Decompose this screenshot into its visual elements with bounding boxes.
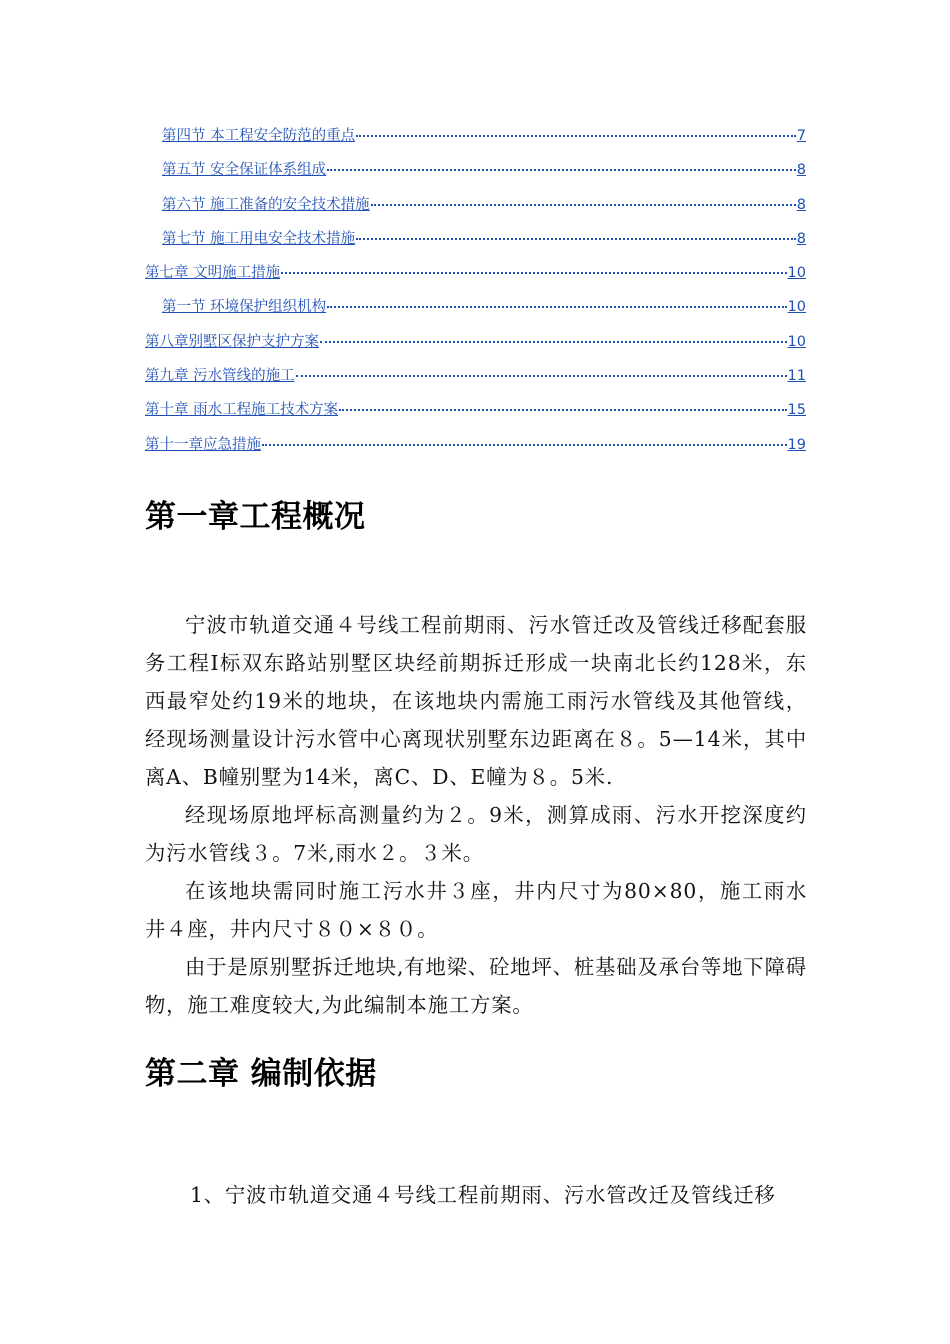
chapter-body	[145, 606, 807, 1024]
toc-entry-page: 7	[796, 128, 806, 144]
body-paragraph: 宁波市轨道交通４号线工程前期雨、污水管迁改及管线迁移配套服务工程I标双东路站别墅区块经前期拆迁形成一块南北长约128米，东西最窄处约19米的地块，在该地块内需施工雨污水管线及其他管线，经现场测量设计污水管中心离现状别墅东边距离在８。5—14米，其中离A、B幢别墅为14米，离C、D、E幢为８。5米.	[145, 613, 807, 789]
toc-entry-label: 第十章 雨水工程施工技术方案	[145, 402, 339, 419]
toc-entry-page: 10	[787, 299, 806, 316]
toc-leader-dots	[371, 204, 796, 206]
toc-leader-dots	[339, 409, 786, 411]
toc-entry[interactable]	[145, 193, 806, 227]
toc-entry-label: 第九章 污水管线的施工	[145, 368, 295, 385]
toc-entry-page: 8	[796, 162, 806, 179]
toc-leader-dots	[327, 169, 796, 171]
toc-entry[interactable]	[145, 330, 806, 364]
toc-leader-dots	[296, 375, 787, 377]
toc-entry[interactable]	[145, 295, 806, 329]
table-of-contents	[145, 124, 806, 467]
toc-entry-label: 第七节 施工用电安全技术措施	[162, 230, 356, 247]
toc-entry-page: 10	[787, 333, 806, 350]
toc-entry-label: 第十一章应急措施	[145, 436, 261, 453]
toc-entry[interactable]	[145, 227, 806, 261]
toc-entry-page: 8	[796, 230, 806, 247]
toc-entry-page: 11	[787, 368, 806, 385]
chapter-heading: 第一章工程概况	[145, 499, 366, 535]
toc-leader-dots	[356, 238, 796, 240]
chapter-body	[145, 1176, 807, 1214]
toc-entry[interactable]	[145, 261, 806, 295]
body-paragraph: 1、宁波市轨道交通４号线工程前期雨、污水管改迁及管线迁移	[190, 1183, 776, 1207]
toc-entry-label: 第四节 本工程安全防范的重点	[162, 128, 356, 144]
toc-entry[interactable]	[145, 398, 806, 432]
toc-leader-dots	[320, 341, 787, 343]
toc-entry[interactable]	[145, 364, 806, 398]
toc-entry[interactable]	[145, 433, 806, 467]
toc-leader-dots	[262, 444, 787, 446]
toc-entry[interactable]	[145, 158, 806, 192]
body-paragraph: 经现场原地坪标高测量约为２。9米，测算成雨、污水开挖深度约为污水管线３。7米,雨水２。３米。	[145, 803, 807, 865]
toc-entry-label: 第七章 文明施工措施	[145, 265, 281, 282]
toc-entry-label: 第一节 环境保护组织机构	[162, 299, 327, 316]
toc-leader-dots	[356, 135, 796, 137]
toc-entry-page: 8	[796, 196, 806, 213]
toc-entry-page: 15	[787, 402, 806, 419]
toc-leader-dots	[327, 306, 786, 308]
toc-entry[interactable]	[145, 124, 806, 158]
body-paragraph: 由于是原别墅拆迁地块,有地梁、砼地坪、桩基础及承台等地下障碍物，施工难度较大,为此编制本施工方案。	[145, 955, 807, 1017]
toc-entry-label: 第八章别墅区保护支护方案	[145, 333, 319, 350]
body-paragraph: 在该地块需同时施工污水井３座，井内尺寸为80×80，施工雨水井４座，井内尺寸８０×８０。	[145, 879, 807, 941]
toc-entry-label: 第六节 施工准备的安全技术措施	[162, 196, 370, 213]
chapter-heading: 第二章 编制依据	[145, 1056, 377, 1092]
toc-entry-page: 10	[787, 265, 806, 282]
toc-entry-page: 19	[787, 436, 806, 453]
toc-entry-label: 第五节 安全保证体系组成	[162, 162, 327, 179]
toc-leader-dots	[281, 272, 786, 274]
